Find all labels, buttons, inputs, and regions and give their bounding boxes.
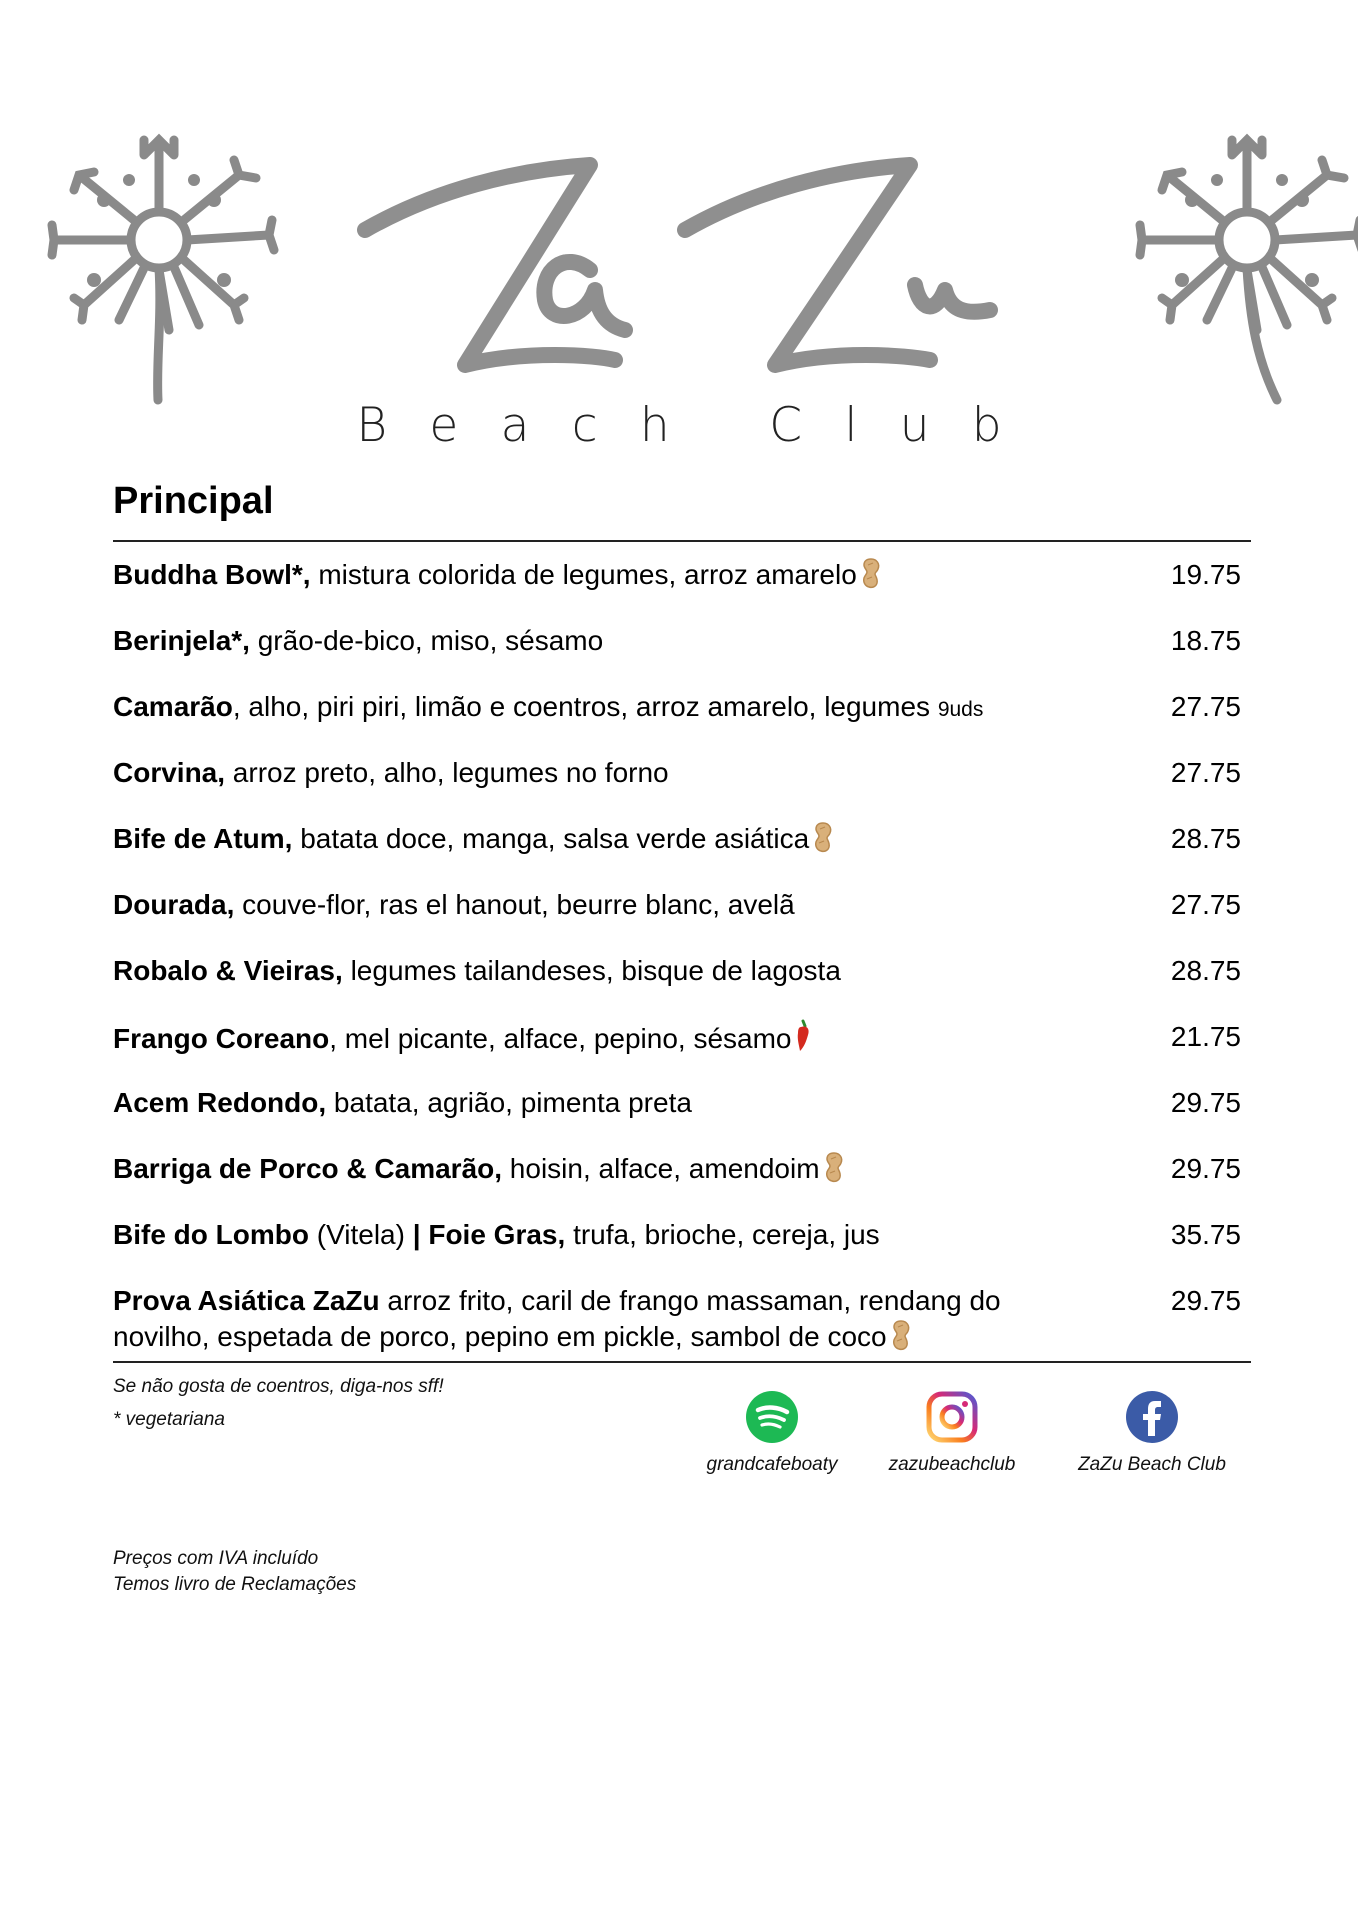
item-price: 18.75: [1170, 625, 1241, 656]
item-desc: grão-de-bico, miso, sésamo: [249, 625, 604, 656]
item-desc-secondary: trufa, brioche, cereja, jus: [565, 1219, 880, 1250]
item-price: 35.75: [1170, 1219, 1241, 1250]
item-name: Barriga de Porco & Camarão,: [113, 1153, 503, 1184]
dandelion-left-icon: [34, 120, 294, 410]
item-name: Buddha Bowl*,: [113, 559, 311, 590]
item-name: Bife do Lombo: [113, 1219, 309, 1250]
item-desc: mistura colorida de legumes, arroz amarelo: [310, 559, 857, 590]
item-desc: arroz frito, caril de frango massaman, rendang do novilho, espetada de porco, pepino em pickle, sambol de coco: [113, 1285, 1001, 1352]
item-units: 9uds: [937, 698, 984, 721]
item-price: 29.75: [1170, 1285, 1241, 1316]
item-name: Corvina,: [113, 757, 226, 788]
complaints-note: Temos livro de Reclamações: [113, 1574, 357, 1595]
social-spotify[interactable]: [672, 1390, 872, 1476]
logo-header: [0, 0, 1358, 470]
zazu-script-logo: [355, 150, 1035, 390]
item-name: Bife de Atum,: [113, 823, 293, 854]
item-name: Dourada,: [113, 889, 235, 920]
item-price: 28.75: [1170, 823, 1241, 854]
item-desc: (Vitela): [308, 1219, 413, 1250]
social-facebook[interactable]: [1052, 1390, 1252, 1476]
item-name: Camarão: [113, 691, 233, 722]
divider-top: [113, 540, 1251, 542]
social-label: ZaZu Beach Club: [1078, 1454, 1226, 1475]
item-price: 19.75: [1170, 559, 1241, 590]
vat-note: Preços com IVA incluído: [113, 1548, 319, 1569]
item-price: 29.75: [1170, 1087, 1241, 1118]
item-desc: arroz preto, alho, legumes no forno: [225, 757, 669, 788]
brand-subtitle: Beach Club: [356, 398, 1044, 453]
social-instagram[interactable]: [852, 1390, 1052, 1476]
item-price: 28.75: [1170, 955, 1241, 986]
item-name: Robalo & Vieiras,: [113, 955, 343, 986]
section-title: Principal: [113, 480, 274, 522]
item-price: 27.75: [1170, 889, 1241, 920]
item-price: 27.75: [1170, 757, 1241, 788]
coriander-note: Se não gosta de coentros, diga-nos sff!: [113, 1376, 444, 1397]
item-desc: batata, agrião, pimenta preta: [326, 1087, 692, 1118]
item-price: 27.75: [1170, 691, 1241, 722]
item-name: Frango Coreano: [113, 1023, 330, 1054]
item-name: Berinjela*,: [113, 625, 250, 656]
item-desc: batata doce, manga, salsa verde asiática: [292, 823, 810, 854]
item-name: Acem Redondo,: [113, 1087, 327, 1118]
social-label: grandcafeboaty: [706, 1454, 838, 1475]
item-desc: couve-flor, ras el hanout, beurre blanc, avelã: [234, 889, 795, 920]
item-desc: , alho, piri piri, limão e coentros, arroz amarelo, legumes: [232, 691, 938, 722]
item-desc: legumes tailandeses, bisque de lagosta: [342, 955, 841, 986]
item-price: 21.75: [1170, 1021, 1241, 1052]
item-desc: hoisin, alface, amendoim: [502, 1153, 820, 1184]
instagram-icon: [925, 1390, 979, 1444]
vegetarian-note: * vegetariana: [113, 1409, 225, 1430]
divider-bottom: [113, 1361, 1251, 1363]
item-price: 29.75: [1170, 1153, 1241, 1184]
social-label: zazubeachclub: [888, 1454, 1016, 1475]
item-desc: , mel picante, alface, pepino, sésamo: [329, 1023, 792, 1054]
spotify-icon: [745, 1390, 799, 1444]
item-name-secondary: | Foie Gras,: [412, 1219, 566, 1250]
dandelion-right-icon: [1122, 120, 1358, 410]
peanut-icon: [890, 1319, 912, 1360]
item-name: Prova Asiática ZaZu: [113, 1285, 380, 1316]
facebook-icon: [1125, 1390, 1179, 1444]
